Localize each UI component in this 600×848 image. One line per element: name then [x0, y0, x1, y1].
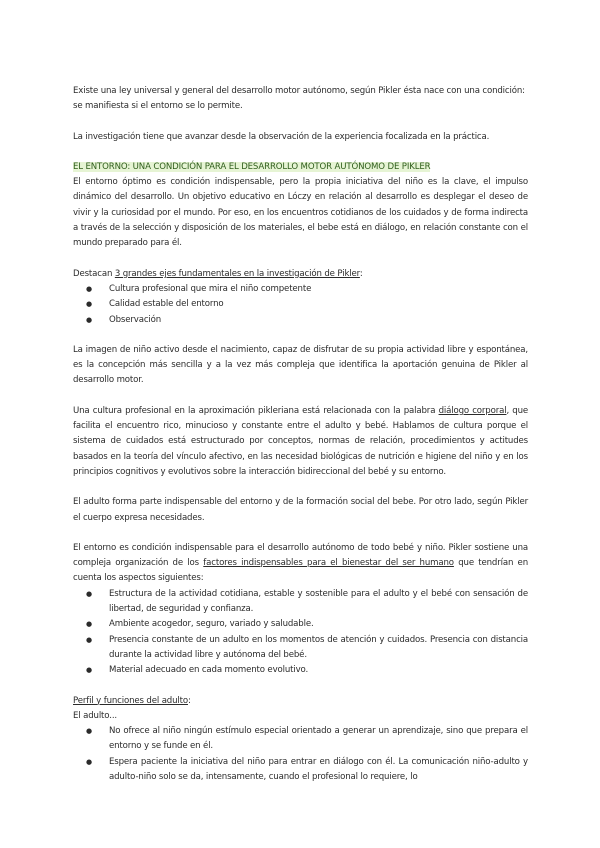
list-item: ● Cultura profesional que mira el niño competente	[73, 282, 528, 297]
ejes-link[interactable]: 3 grandes ejes fundamentales en la investigación de Pikler	[114, 268, 360, 279]
paragraph-adulto: El adulto forma parte indispensable del entorno y de la formación social del bebe. Por otro lado, según Pikler el cuerpo expresa necesidades.	[73, 497, 528, 523]
section-heading	[73, 160, 528, 175]
paragraph-entorno-optimo: El entorno óptimo es condición indispensable, pero la propia iniciativa del niño es la clave, el impulso dinámico del desarrollo. Un objetivo educativo en Lóczy en relación al desarrollo es desplegar el deseo de vivir y la curiosidad por el mundo. Por eso, en los encuentros cotidianos de los cuidados y de forma indirecta a través de la selección y disposición de los materiales, el bebe está en diálogo, en relación constante con el mundo preparado para él.	[73, 177, 528, 249]
factores-list	[73, 587, 528, 679]
perfil-heading: Perfil y funciones del adulto:	[73, 695, 191, 706]
paragraph-entorno-condicion: El entorno es condición indispensable para el desarrollo autónomo de todo bebé y niño. Pikler sostiene una compleja organización de los factores indispensables para el bienestar del ser humano que tendrían en cuenta los aspectos siguientes:	[73, 542, 528, 584]
dialogo-corporal-link[interactable]: diálogo corporal	[438, 405, 507, 416]
section-heading-text: EL ENTORNO: UNA CONDICIÓN PARA EL DESARROLLO MOTOR AUTÓNOMO DE PIKLER	[73, 161, 431, 172]
list-item: ● Espera paciente la iniciativa del niño para entrar en diálogo con él. La comunicación niño-adulto y adulto-niño solo se da, intensamente, cuando el profesional lo requiere, lo	[73, 755, 528, 786]
paragraph-imagen-nino: La imagen de niño activo desde el nacimiento, capaz de disfrutar de su propia actividad libre y espontánea, es la concepción más sencilla y a la vez más compleja que identifica la aportación genuina de Pikler al desarrollo motor.	[73, 344, 528, 386]
list-item: ● Calidad estable del entorno	[73, 297, 528, 312]
list-item: ● Presencia constante de un adulto en los momentos de atención y cuidados. Presencia con distancia durante la actividad libre y autónoma del bebé.	[73, 633, 528, 664]
list-item: ● Observación	[73, 313, 528, 328]
ejes-list	[73, 282, 528, 328]
list-item: ● No ofrece al niño ningún estímulo especial orientado a generar un aprendizaje, sino que prepara el entorno y se funde en él.	[73, 724, 528, 755]
paragraph-ley-universal: Existe una ley universal y general del desarrollo motor autónomo, según Pikler ésta nace con una condición: se manifiesta si el entorno se lo permite.	[73, 86, 525, 112]
list-item: ● Ambiente acogedor, seguro, variado y saludable.	[73, 617, 528, 632]
factores-link[interactable]: factores indispensables para el bienestar del ser humano	[203, 558, 454, 569]
paragraph-cultura-profesional: Una cultura profesional en la aproximación pikleriana está relacionada con la palabra diálogo corporal, que facilita el encuentro rico, minucioso y constante entre el adulto y bebé. Hablamos de cultura porque el sistema de cuidados está estructurado por conceptos, normas de relación, procedimientos y actitudes basados en la teoría del vínculo afectivo, en las necesidad biológicas de nutrición e higiene del niño y en los principios cognitivos y evolutivos sobre la interacción bidireccional del bebé y su entorno.	[73, 405, 529, 477]
paragraph-ejes-intro: Destacan 3 grandes ejes fundamentales en la investigación de Pikler:	[73, 268, 363, 279]
perfil-list	[73, 724, 528, 785]
perfil-link[interactable]: Perfil y funciones del adulto	[73, 695, 188, 706]
list-item: ● Material adecuado en cada momento evolutivo.	[73, 663, 528, 678]
paragraph-investigacion: La investigación tiene que avanzar desde la observación de la experiencia focalizada en la práctica.	[73, 131, 490, 142]
list-item: ● Estructura de la actividad cotidiana, estable y sostenible para el adulto y el bebé con sensación de libertad, de seguridad y confianza.	[73, 587, 528, 618]
perfil-intro: El adulto...	[73, 710, 117, 721]
